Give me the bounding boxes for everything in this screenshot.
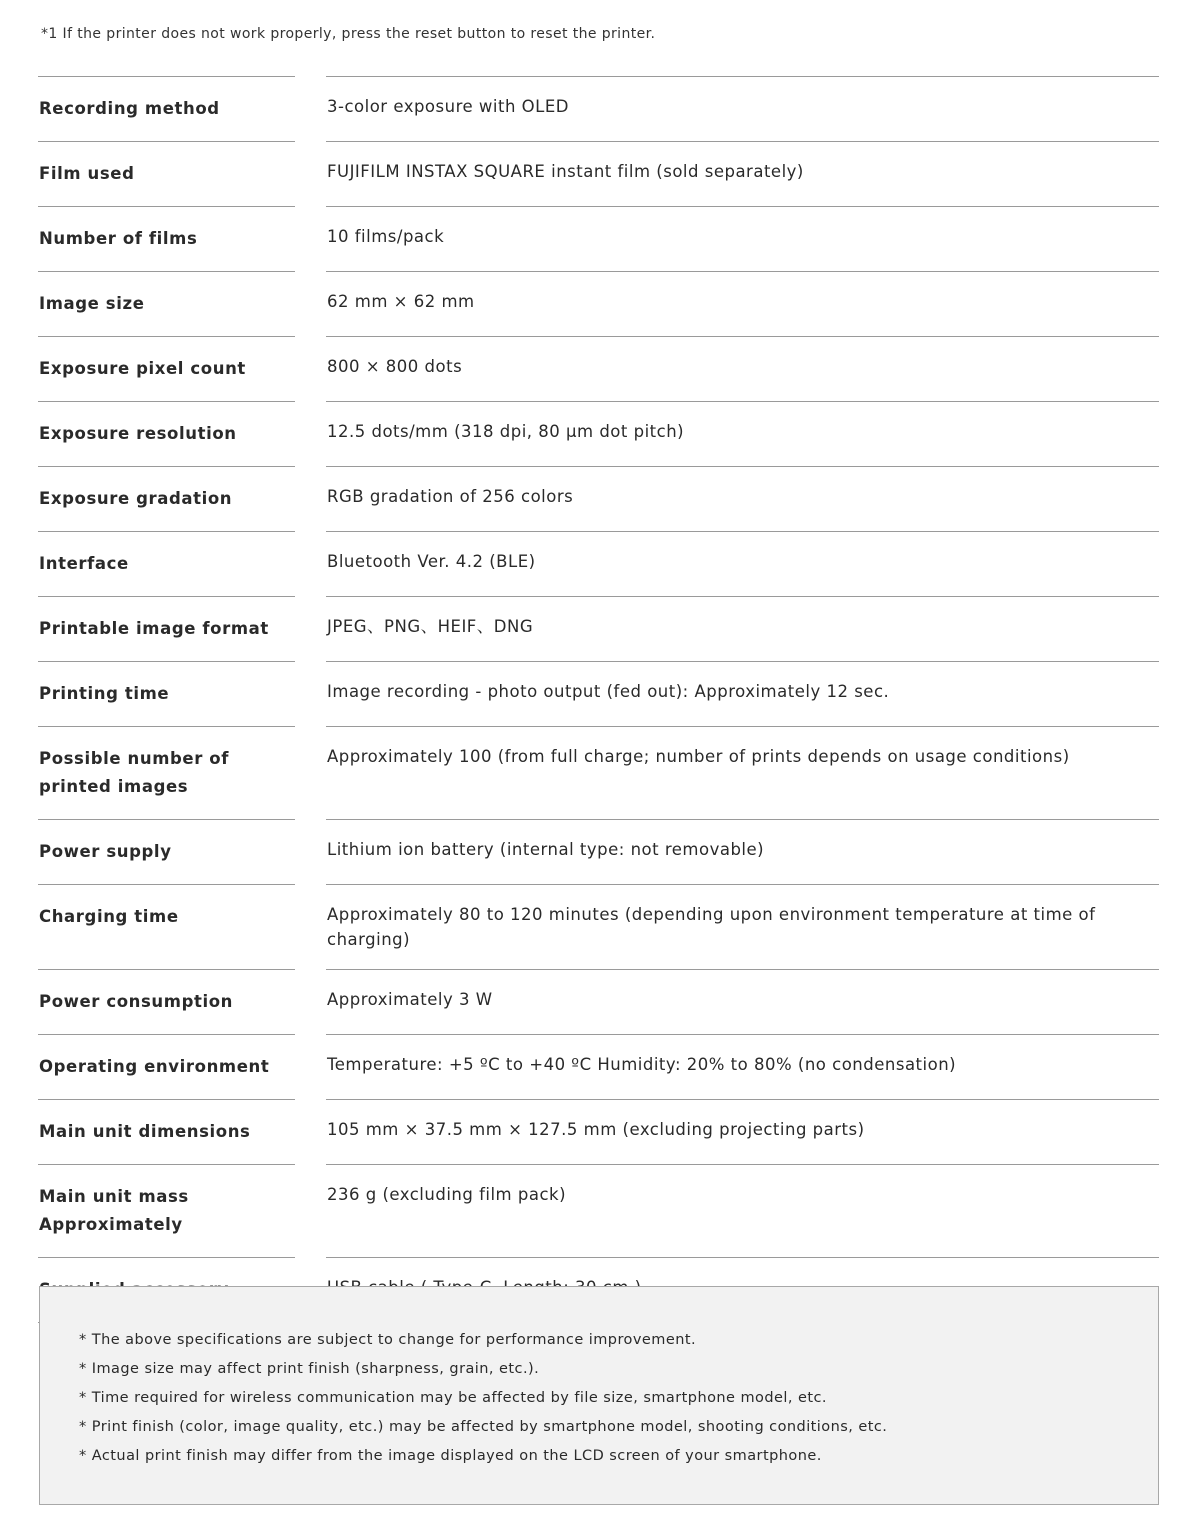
- spec-value: Image recording - photo output (fed out): Approximately 12 sec.: [326, 661, 1159, 726]
- spec-label: Printing time: [38, 661, 295, 726]
- spec-value: Approximately 3 W: [326, 969, 1159, 1034]
- spec-row: [38, 401, 1159, 466]
- spec-label: Interface: [38, 531, 295, 596]
- spec-value: 62 mm × 62 mm: [326, 271, 1159, 336]
- disclaimer-note: * Actual print finish may differ from the image displayed on the LCD screen of your smartphone.: [79, 1448, 822, 1464]
- disclaimer-box: [39, 1286, 1159, 1505]
- spec-value: Temperature: +5 ºC to +40 ºC Humidity: 20% to 80% (no condensation): [326, 1034, 1159, 1099]
- spec-label: Exposure pixel count: [38, 336, 295, 401]
- spec-row: [38, 1034, 1159, 1099]
- spec-label: Recording method: [38, 76, 295, 141]
- spec-label: Operating environment: [38, 1034, 295, 1099]
- spec-label: Power supply: [38, 819, 295, 884]
- spec-value: 3-color exposure with OLED: [326, 76, 1159, 141]
- disclaimer-note: * Image size may affect print finish (sharpness, grain, etc.).: [79, 1361, 540, 1377]
- spec-row: [38, 1164, 1159, 1257]
- spec-value: Approximately 100 (from full charge; number of prints depends on usage conditions): [326, 726, 1159, 819]
- reset-footnote: *1 If the printer does not work properly, press the reset button to reset the printer.: [41, 26, 656, 42]
- spec-value: Approximately 80 to 120 minutes (depending upon environment temperature at time of charging): [326, 884, 1159, 969]
- spec-value: 12.5 dots/mm (318 dpi, 80 µm dot pitch): [326, 401, 1159, 466]
- spec-row: [38, 819, 1159, 884]
- disclaimer-note: * The above specifications are subject to change for performance improvement.: [79, 1332, 697, 1348]
- spec-row: [38, 271, 1159, 336]
- spec-label: Main unit mass Approximately: [38, 1164, 295, 1257]
- spec-label: Printable image format: [38, 596, 295, 661]
- spec-value: RGB gradation of 256 colors: [326, 466, 1159, 531]
- spec-label: Film used: [38, 141, 295, 206]
- spec-value: 236 g (excluding film pack): [326, 1164, 1159, 1257]
- disclaimer-note: * Print finish (color, image quality, etc.) may be affected by smartphone model, shooting conditions, etc.: [79, 1419, 888, 1435]
- spec-row: [38, 884, 1159, 969]
- spec-row: [38, 76, 1159, 141]
- spec-value: Lithium ion battery (internal type: not removable): [326, 819, 1159, 884]
- spec-row: [38, 661, 1159, 726]
- spec-row: [38, 1099, 1159, 1164]
- spec-row: [38, 531, 1159, 596]
- spec-value: 800 × 800 dots: [326, 336, 1159, 401]
- spec-label: Power consumption: [38, 969, 295, 1034]
- spec-label: Exposure gradation: [38, 466, 295, 531]
- spec-value: JPEG、PNG、HEIF、DNG: [326, 596, 1159, 661]
- spec-label: Number of films: [38, 206, 295, 271]
- spec-label: Charging time: [38, 884, 295, 969]
- spec-label: Main unit dimensions: [38, 1099, 295, 1164]
- spec-label: Image size: [38, 271, 295, 336]
- spec-value: 10 films/pack: [326, 206, 1159, 271]
- spec-row: [38, 969, 1159, 1034]
- spec-value: FUJIFILM INSTAX SQUARE instant film (sold separately): [326, 141, 1159, 206]
- spec-value: 105 mm × 37.5 mm × 127.5 mm (excluding projecting parts): [326, 1099, 1159, 1164]
- spec-row: [38, 726, 1159, 819]
- disclaimer-note: * Time required for wireless communication may be affected by file size, smartphone model, etc.: [79, 1390, 827, 1406]
- spec-table: [38, 76, 1159, 1323]
- spec-value: Bluetooth Ver. 4.2 (BLE): [326, 531, 1159, 596]
- spec-row: [38, 596, 1159, 661]
- spec-row: [38, 141, 1159, 206]
- spec-label: Exposure resolution: [38, 401, 295, 466]
- spec-label: Possible number of printed images: [38, 726, 295, 819]
- spec-row: [38, 336, 1159, 401]
- spec-row: [38, 206, 1159, 271]
- spec-row: [38, 466, 1159, 531]
